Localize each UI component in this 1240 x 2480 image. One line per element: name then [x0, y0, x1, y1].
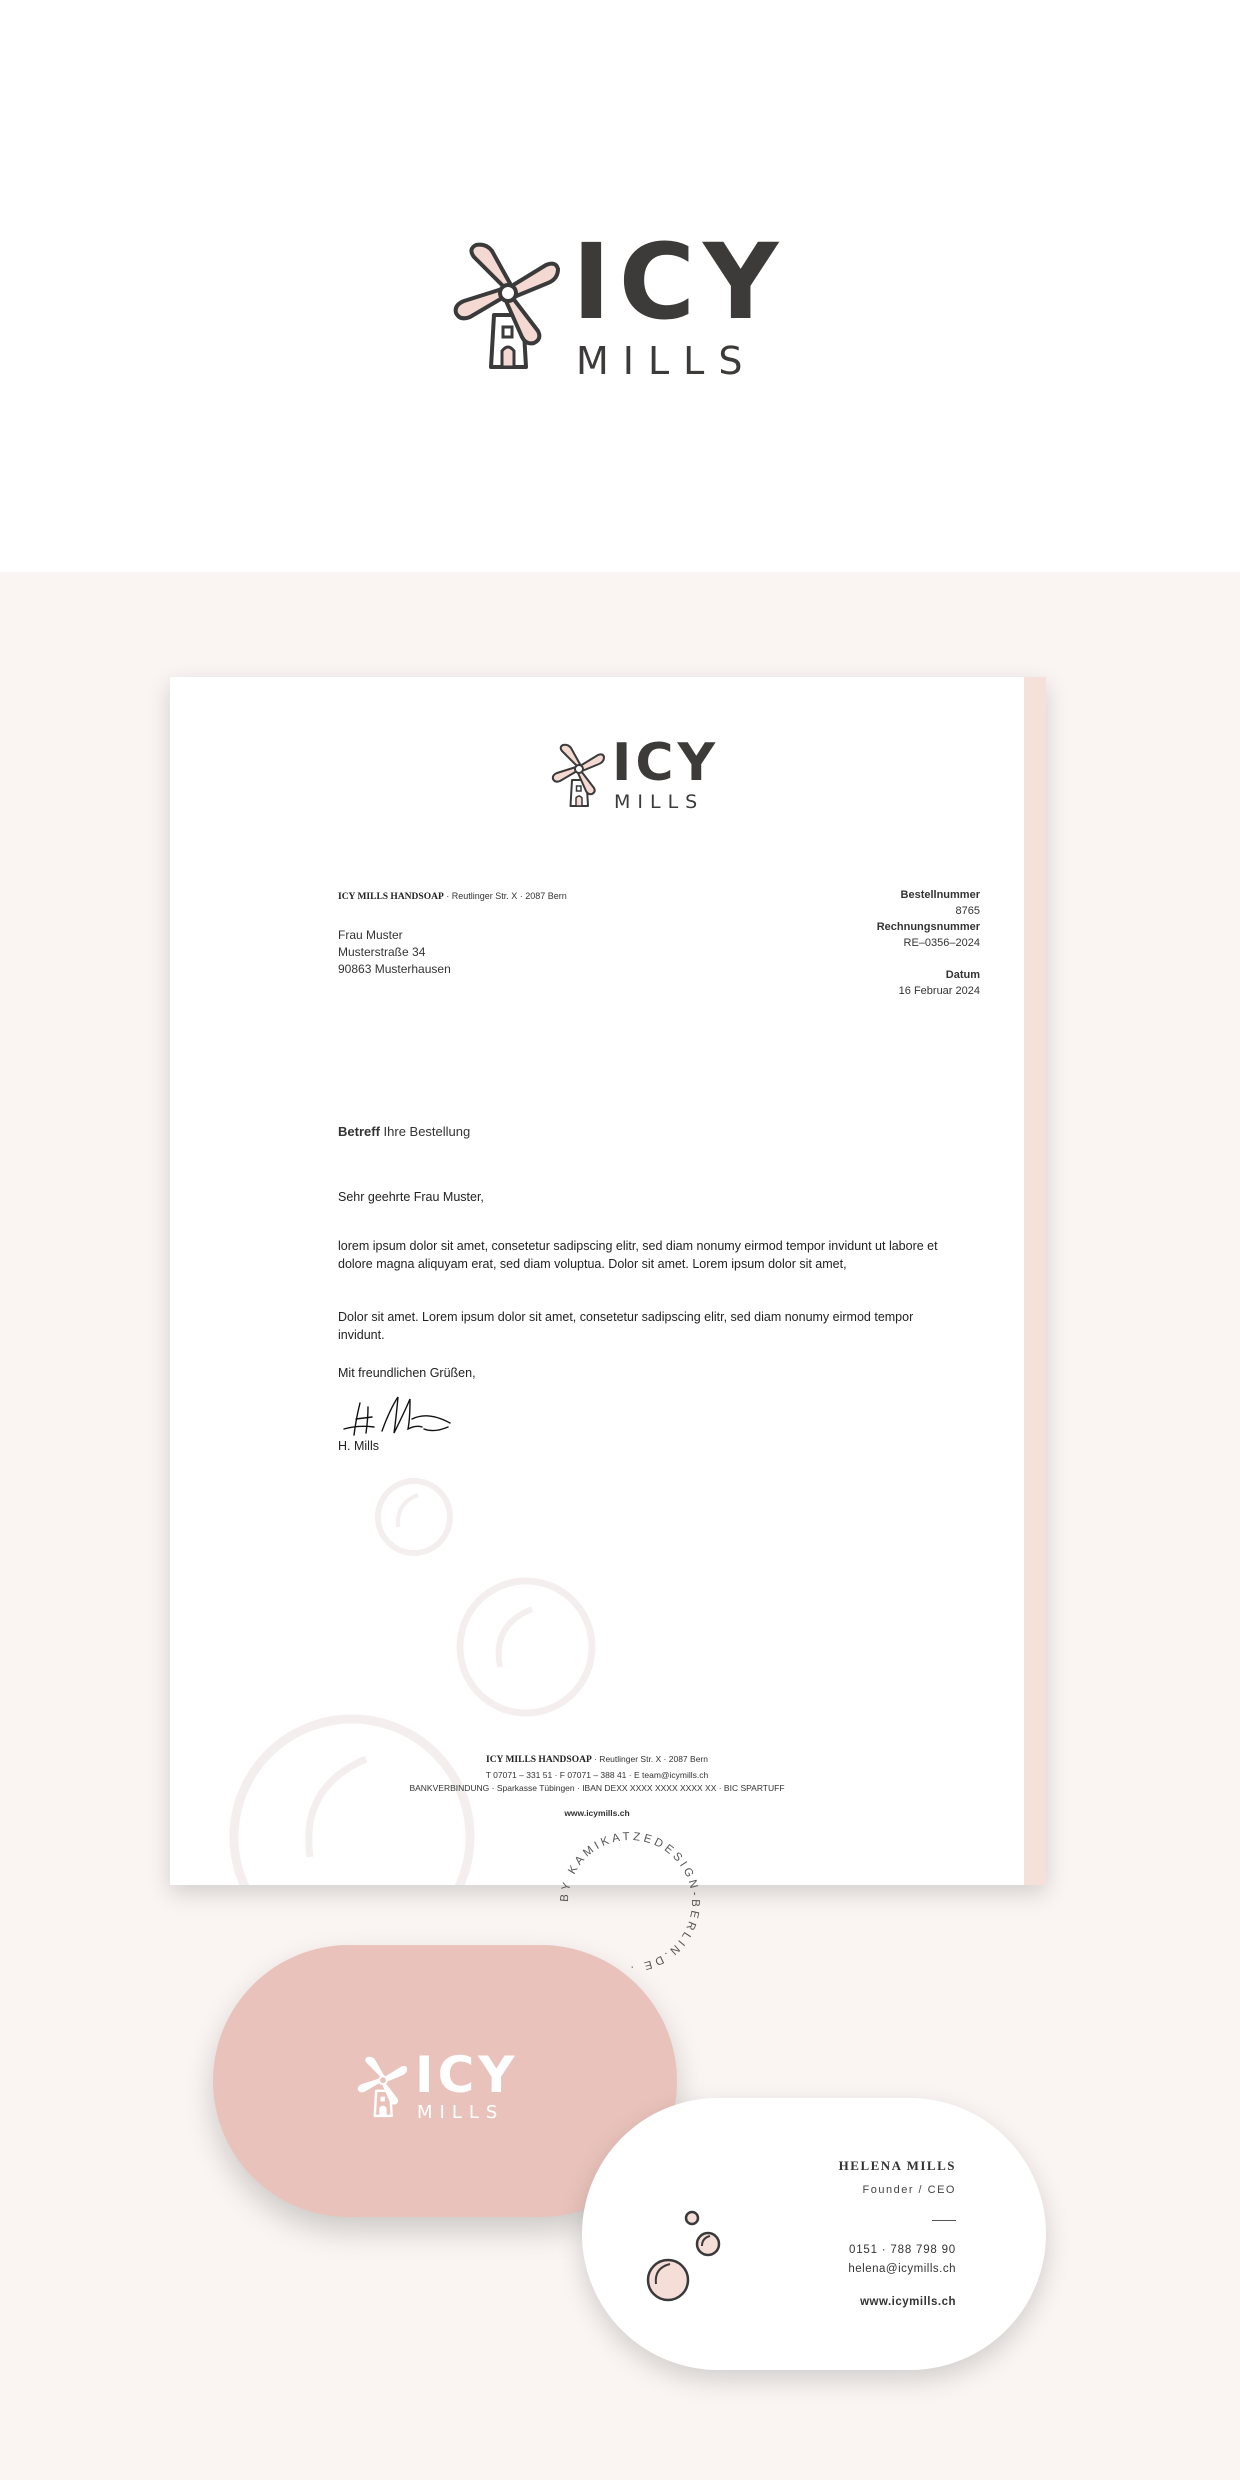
date-label: Datum [945, 969, 980, 981]
sender-company: ICY MILLS HANDSOAP [338, 892, 444, 902]
bubbles-decoration [170, 677, 1046, 1885]
card-email: helena@icymills.ch [848, 2263, 956, 2275]
brand-logo [446, 221, 787, 383]
signature-icon [338, 1389, 458, 1444]
recipient-address [338, 927, 451, 978]
invoice-number-value: RE–0356–2024 [903, 937, 980, 949]
sender-address: · Reutlinger Str. X · 2087 Bern [443, 891, 567, 901]
recipient-name: Frau Muster [338, 928, 403, 942]
logo-word-icy: ICY [572, 221, 787, 343]
card-divider [932, 2220, 956, 2221]
signer-name: H. Mills [338, 1439, 379, 1453]
recipient-street: Musterstraße 34 [338, 945, 426, 959]
windmill-icon [446, 235, 566, 375]
closing: Mit freundlichen Grüßen, [338, 1366, 476, 1380]
card-person-role: Founder / CEO [862, 2184, 956, 2196]
windmill-icon [548, 739, 608, 811]
logo-word-icy: ICY [612, 733, 720, 793]
brand-hero [0, 0, 1240, 572]
card-website: www.icymills.ch [860, 2296, 956, 2308]
card-phone: 0151 · 788 798 90 [849, 2244, 956, 2256]
sender-line [338, 891, 567, 902]
card-logo [353, 2046, 519, 2123]
logo-word-mills: MILLS [576, 339, 757, 383]
subject-value: Ihre Bestellung [379, 1124, 471, 1139]
footer-contact: T 07071 – 331 51 · F 07071 – 388 41 · E team@icymills.ch [485, 1770, 709, 1780]
card-person-name: HELENA MILLS [838, 2158, 956, 2173]
letterhead-page [170, 677, 1046, 1885]
footer-company: ICY MILLS HANDSOAP [486, 1755, 592, 1765]
stamp-text: BY KAMIKATZEDESIGN-BERLIN.DE · [558, 1830, 702, 1974]
footer-company-line [170, 1754, 1024, 1765]
recipient-city: 90863 Musterhausen [338, 962, 451, 976]
subject-label: Betreff [338, 1124, 380, 1139]
salutation: Sehr geehrte Frau Muster, [338, 1190, 484, 1204]
logo-word-icy: ICY [415, 2046, 519, 2104]
footer-bank: BANKVERBINDUNG · Sparkasse Tübingen · IBAN DEXX XXXX XXXX XXXX XX · BIC SPARTUFF [409, 1783, 785, 1793]
bubbles-icon [642, 2208, 732, 2308]
letter-logo [548, 733, 720, 813]
invoice-number-label: Rechnungsnummer [876, 921, 980, 933]
logo-word-mills: MILLS [614, 791, 705, 813]
order-number-value: 8765 [955, 905, 980, 917]
windmill-icon [353, 2051, 411, 2121]
business-card-back [582, 2098, 1046, 2370]
date-value: 16 Februar 2024 [898, 985, 980, 997]
logo-word-mills: MILLS [417, 2102, 505, 2123]
subject-line [338, 1124, 470, 1139]
letter-meta [877, 887, 980, 999]
footer-website: www.icymills.ch [564, 1808, 630, 1818]
order-number-label: Bestellnummer [900, 889, 980, 901]
body-paragraph-2: Dolor sit amet. Lorem ipsum dolor sit amet, consetetur sadipscing elitr, sed diam nonumy eirmod tempor invidunt. [338, 1310, 914, 1342]
body-paragraph-1: lorem ipsum dolor sit amet, consetetur sadipscing elitr, sed diam nonumy eirmod tempor invidunt ut labore et dolore magna aliquyam erat, sed diam voluptua. Dolor sit amet. Lorem ipsum dolor sit amet, [338, 1239, 938, 1271]
footer-address: · Reutlinger Str. X · 2087 Bern [591, 1754, 708, 1764]
